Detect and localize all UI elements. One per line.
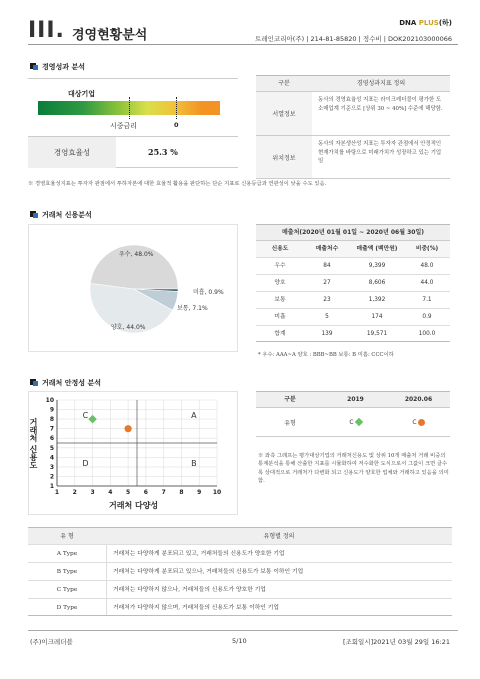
col-header: 유 형 bbox=[60, 533, 74, 540]
type-definition: 거래처는 다양하지 않으나, 거래처들의 신용도가 양호한 기업 bbox=[106, 581, 452, 598]
table-row: 서열정보 동사의 경영효율성 지표는 라이크레더블이 평가한 도소매업계 기준으로 [상위 30 ~ 40%] 수준에 해당함. bbox=[256, 91, 450, 135]
table-cell: 174 bbox=[371, 314, 383, 320]
col-header: 구분 bbox=[284, 396, 296, 403]
brand-logo: DNA PLUS(하) bbox=[399, 19, 452, 27]
table-cell: 7.1 bbox=[422, 297, 432, 303]
section-title-credit: 거래처 신용분석 bbox=[42, 211, 92, 219]
gauge-panel bbox=[28, 78, 238, 134]
table-cell: 27 bbox=[323, 280, 331, 286]
col-header: 매출액 (백만원) bbox=[356, 246, 398, 252]
table-row bbox=[256, 291, 450, 308]
type-definition: 거래처는 다양하게 분포되고 있으나, 거래처들의 신용도가 보통 이하인 기업 bbox=[106, 563, 452, 580]
efficiency-row bbox=[28, 136, 238, 168]
table-row bbox=[28, 544, 452, 562]
table-cell: 미흡 bbox=[274, 314, 286, 320]
y-tick-label: 1 bbox=[49, 483, 54, 490]
col-header: 구분 bbox=[278, 80, 290, 87]
performance-definition-table bbox=[256, 75, 450, 179]
rate-marker-line bbox=[129, 97, 130, 119]
table-row bbox=[28, 598, 452, 616]
period-header: 매출처(2020년 01월 01일 ~ 2020년 06월 30일) bbox=[256, 224, 450, 240]
table-row: 유형 C C bbox=[256, 407, 450, 437]
point-2020 bbox=[125, 425, 132, 432]
point-2019 bbox=[88, 415, 96, 423]
green-diamond-icon bbox=[354, 418, 362, 426]
y-tick-label: 5 bbox=[49, 444, 54, 452]
credit-table bbox=[256, 224, 450, 342]
table-cell: 보통 bbox=[274, 297, 286, 303]
table-cell: 합계 bbox=[274, 331, 286, 337]
type-definition: 거래처가 다양하지 않으며, 거래처들의 신용도가 보통 이하인 기업 bbox=[106, 599, 452, 615]
type-definition-table bbox=[28, 527, 452, 616]
credit-note: * 우수: AAA~A 양호 : BBB~BB 보통: B 미흡: CCC이하 bbox=[258, 352, 394, 358]
header-divider bbox=[28, 44, 458, 45]
table-cell: 양호 bbox=[274, 280, 286, 286]
zero-marker-line bbox=[176, 97, 177, 119]
col-header: 신용도 bbox=[271, 246, 289, 252]
table-cell: 139 bbox=[321, 331, 333, 337]
page-title: 경영현황분석 bbox=[72, 28, 148, 43]
page-number: 5/10 bbox=[232, 637, 247, 645]
type-key: D Type bbox=[56, 605, 78, 611]
x-tick-label: 7 bbox=[161, 489, 166, 496]
type-key: B Type bbox=[56, 569, 78, 575]
footer-divider bbox=[28, 630, 458, 631]
table-cell: 44.0 bbox=[420, 280, 434, 286]
table-row bbox=[28, 580, 452, 598]
section-title-stability: 거래처 안정성 분석 bbox=[42, 379, 101, 387]
pie-chart-panel bbox=[28, 224, 238, 352]
stability-chart-panel bbox=[28, 391, 238, 515]
efficiency-label: 경영효율성 bbox=[28, 137, 116, 168]
x-axis-label: 거래처 다양성 bbox=[109, 501, 159, 510]
orange-dot-icon bbox=[418, 419, 425, 426]
y-tick-label: 2 bbox=[49, 473, 54, 481]
table-cell: 0.9 bbox=[422, 314, 432, 320]
col-header: 2019 bbox=[347, 396, 364, 403]
y-tick-label: 3 bbox=[49, 463, 54, 471]
type-2020: C bbox=[387, 408, 450, 436]
col-header: 경영성과지표 정의 bbox=[356, 80, 406, 87]
table-cell: 48.0 bbox=[420, 263, 434, 269]
table-cell: 1,392 bbox=[368, 297, 386, 303]
table-row bbox=[28, 562, 452, 580]
col-header: 유형별 정의 bbox=[263, 533, 295, 540]
col-header: 매출처수 bbox=[315, 246, 339, 252]
stability-description: ※ 좌측 그래프는 평가대상기업의 거래처신용도 및 상위 10개 매출처 거래 비중의 통계분석을 통해 산출한 지표를 시뮬화하여 저수화한 도식으로서 그값이 크면 클수록 상대적으로 거래처가 다변화 되고 신용도가 양호한 업체와 거래하고 있음을 의미함. bbox=[258, 453, 449, 484]
y-tick-label: 8 bbox=[49, 416, 54, 424]
pie-label-excellent: 우수, 48.0% bbox=[119, 251, 154, 258]
footer-timestamp: [조회일시]2021년 03월 29일 16:21 bbox=[342, 638, 450, 646]
y-tick-label: 4 bbox=[49, 454, 54, 462]
quadrant-label-b: B bbox=[191, 458, 197, 468]
pie-label-poor: 미흡, 0.9% bbox=[193, 289, 224, 296]
rate-label: 시중금리 bbox=[110, 122, 138, 130]
x-tick-label: 2 bbox=[72, 489, 77, 496]
table-row bbox=[256, 325, 450, 342]
quadrant-label-c: C bbox=[82, 411, 89, 421]
x-tick-label: 9 bbox=[197, 489, 202, 496]
section-icon bbox=[30, 379, 38, 385]
type-table bbox=[256, 391, 450, 437]
gauge-label: 대상기업 bbox=[68, 90, 96, 98]
performance-note: ※ 경영효율성지표는 투자자 관점에서 투하자본에 대한 효율적 활용을 판단하는 단순 지표로 신용등급과 연관성이 낮을 수도 있음. bbox=[28, 181, 327, 187]
company-info: 트레인코리아(주) | 214-81-85820 | 정수비 | DOK202103000066 bbox=[255, 35, 452, 43]
x-tick-label: 5 bbox=[126, 489, 131, 496]
x-tick-label: 3 bbox=[90, 489, 95, 496]
col-header: 2020.06 bbox=[404, 396, 433, 403]
footer-company: (주)이크레더블 bbox=[30, 638, 73, 646]
x-tick-label: 1 bbox=[54, 489, 60, 496]
table-cell: 100.0 bbox=[418, 331, 436, 337]
x-tick-label: 6 bbox=[143, 489, 148, 496]
section-roman: III. bbox=[28, 18, 65, 43]
section-title-performance: 경영성과 분석 bbox=[42, 63, 86, 71]
x-tick-label: 10 bbox=[212, 489, 222, 496]
section-icon bbox=[30, 211, 38, 217]
zero-label: 0 bbox=[174, 121, 179, 129]
table-cell: 5 bbox=[325, 314, 329, 320]
type-key: C Type bbox=[56, 587, 78, 593]
stability-chart bbox=[29, 392, 239, 516]
table-cell: 84 bbox=[323, 263, 331, 269]
y-tick-label: 7 bbox=[49, 425, 54, 433]
table-cell: 9,399 bbox=[368, 263, 386, 269]
col-header: 비중(%) bbox=[415, 246, 439, 252]
table-row bbox=[256, 308, 450, 325]
pie-label-good: 양호, 44.0% bbox=[111, 324, 146, 331]
pie-label-normal: 보통, 7.1% bbox=[177, 305, 208, 312]
table-cell: 8,606 bbox=[368, 280, 386, 286]
quadrant-label-a: A bbox=[191, 411, 197, 421]
section-icon bbox=[30, 63, 38, 69]
type-key: A Type bbox=[56, 551, 78, 557]
y-tick-label: 10 bbox=[45, 397, 54, 404]
quadrant-label-d: D bbox=[82, 458, 89, 468]
table-cell: 19,571 bbox=[366, 331, 388, 337]
table-row bbox=[256, 257, 450, 274]
table-row: 위치정보 동사의 자본생산성 지표는 투자자 관점에서 안정적인 현재가치를 바탕으로 미래가치가 성장하고 있는 기업임 bbox=[256, 135, 450, 179]
type-definition: 거래처는 다양하게 분포되고 있고, 거래처들의 신용도가 양호한 기업 bbox=[106, 545, 452, 562]
credit-table-header bbox=[256, 240, 450, 257]
y-tick-label: 6 bbox=[49, 435, 54, 443]
x-tick-label: 4 bbox=[108, 489, 113, 496]
table-cell: 23 bbox=[323, 297, 331, 303]
type-2019: C bbox=[324, 408, 387, 436]
efficiency-value: 25.3 % bbox=[148, 147, 178, 157]
table-row bbox=[256, 274, 450, 291]
y-axis-label: 거래처 신용도 bbox=[29, 418, 38, 469]
y-tick-label: 9 bbox=[49, 406, 54, 414]
table-cell: 우수 bbox=[274, 263, 286, 269]
x-tick-label: 8 bbox=[179, 489, 184, 496]
